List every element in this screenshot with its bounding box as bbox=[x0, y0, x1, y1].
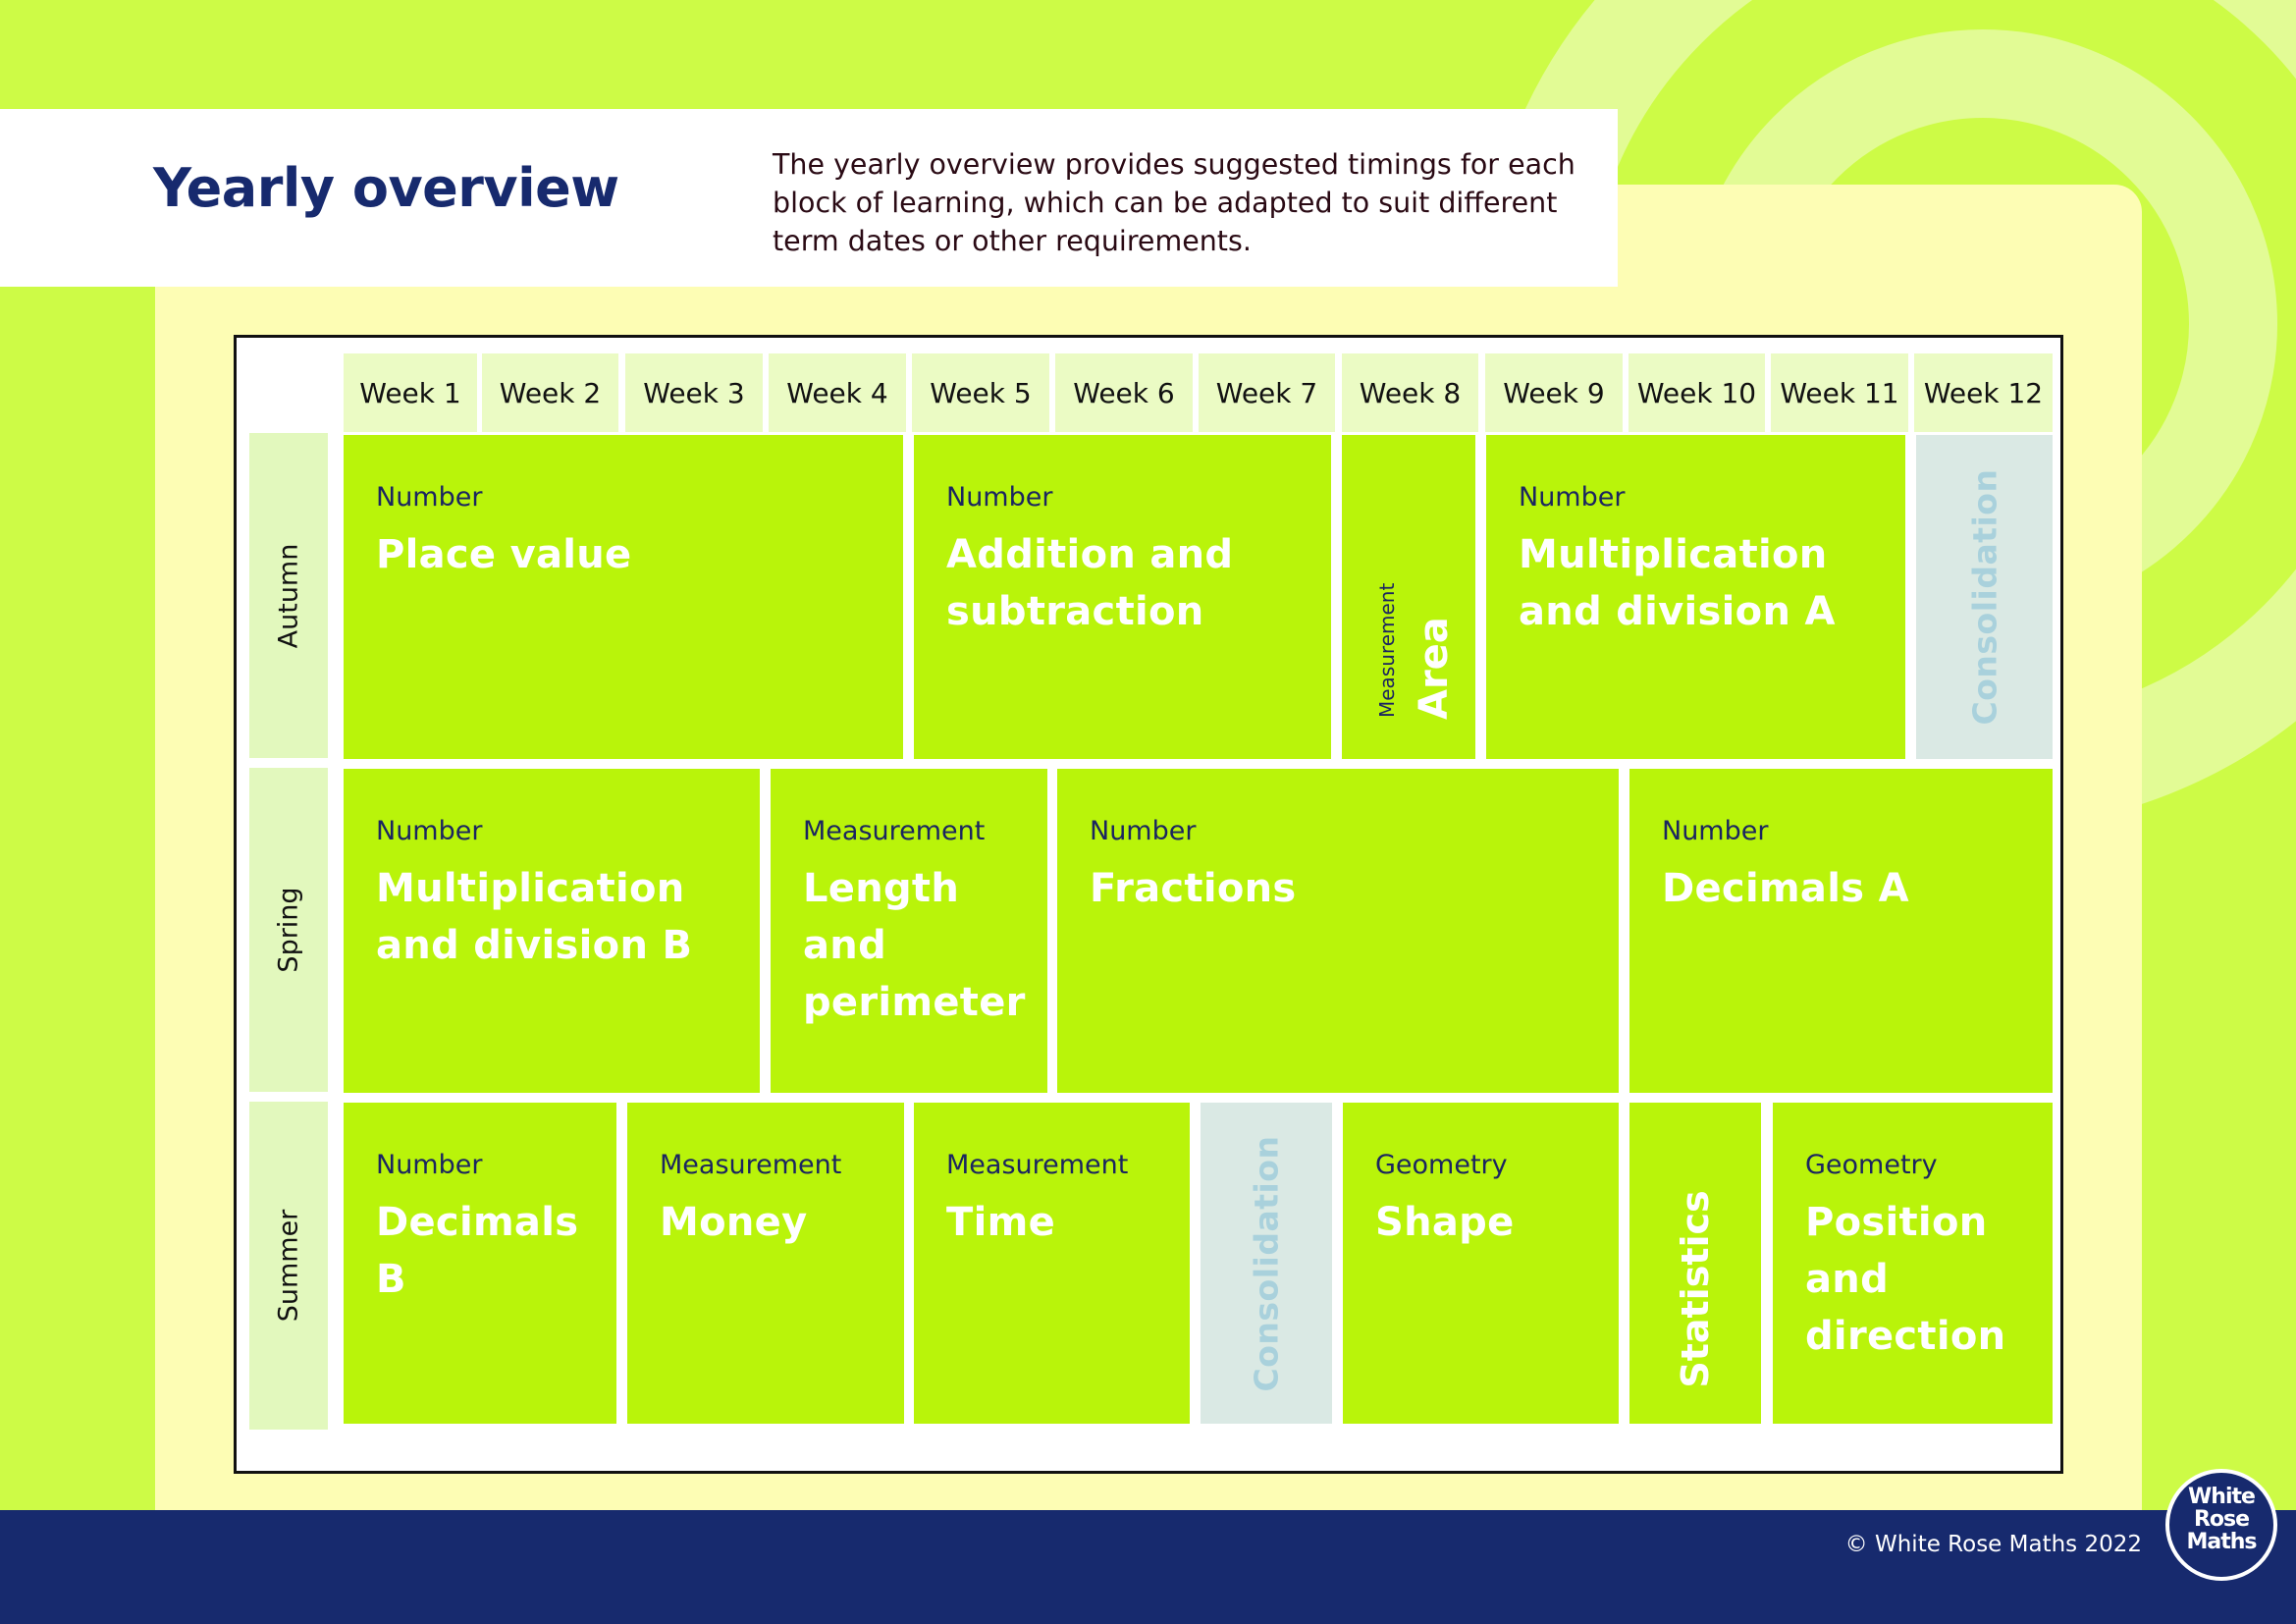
week-header: Week 5 bbox=[912, 353, 1049, 432]
block-category: Measurement bbox=[946, 1150, 1129, 1180]
week-header: Week 8 bbox=[1342, 353, 1478, 432]
block-title-line: subtraction bbox=[946, 589, 1204, 634]
block-title bbox=[946, 526, 1331, 640]
block-title-line: Position bbox=[1805, 1200, 1988, 1245]
block-title-line: perimeter bbox=[803, 980, 1026, 1025]
week-header: Week 9 bbox=[1485, 353, 1623, 432]
block-multiplication-b bbox=[344, 769, 760, 1093]
block-title: Consolidation bbox=[1965, 468, 2003, 726]
week-header: Week 11 bbox=[1771, 353, 1908, 432]
block-consolidation-autumn bbox=[1916, 435, 2053, 759]
week-header: Week 7 bbox=[1199, 353, 1335, 432]
term-label-text: Autumn bbox=[273, 543, 304, 648]
block-multiplication-a bbox=[1486, 435, 1905, 759]
block-category: Number bbox=[1519, 482, 1626, 513]
block-category: Number bbox=[1090, 816, 1197, 846]
block-title-line: and bbox=[803, 923, 887, 968]
term-label-summer bbox=[249, 1102, 328, 1430]
logo-line: Rose bbox=[2193, 1507, 2250, 1532]
block-decimals-a bbox=[1629, 769, 2053, 1093]
block-decimals-b bbox=[344, 1103, 616, 1424]
term-label-text: Summer bbox=[273, 1209, 304, 1323]
block-title bbox=[1519, 526, 1905, 640]
block-fractions bbox=[1057, 769, 1619, 1093]
logo-line: Maths bbox=[2186, 1530, 2257, 1554]
block-category: Geometry bbox=[1375, 1150, 1508, 1180]
term-label-autumn bbox=[249, 433, 328, 758]
block-title: Consolidation bbox=[1247, 1135, 1286, 1391]
intro-line: The yearly overview provides suggested timings for each bbox=[773, 148, 1575, 181]
block-position-direction bbox=[1773, 1103, 2053, 1424]
block-place-value bbox=[344, 435, 903, 759]
white-rose-maths-logo bbox=[2165, 1469, 2277, 1581]
block-title: Statistics bbox=[1674, 1190, 1717, 1388]
block-title-line: Multiplication bbox=[1519, 532, 1828, 577]
intro-line: term dates or other requirements. bbox=[773, 225, 1252, 257]
block-title: Area bbox=[1412, 617, 1457, 720]
week-header: Week 3 bbox=[625, 353, 763, 432]
block-title: Time bbox=[946, 1200, 1056, 1245]
block-title-line: and bbox=[1805, 1257, 1890, 1302]
block-addition-subtraction bbox=[914, 435, 1331, 759]
logo-text bbox=[2169, 1486, 2273, 1553]
block-title: Decimals B bbox=[376, 1200, 579, 1302]
block-statistics bbox=[1629, 1103, 1761, 1424]
week-header: Week 4 bbox=[769, 353, 906, 432]
block-title: Money bbox=[660, 1200, 808, 1245]
block-title: Place value bbox=[376, 532, 632, 577]
block-title-line: Multiplication bbox=[376, 866, 685, 911]
block-category: Number bbox=[376, 1150, 483, 1180]
block-area bbox=[1342, 435, 1475, 759]
block-title: Shape bbox=[1375, 1200, 1515, 1245]
block-category: Number bbox=[376, 482, 483, 513]
block-shape bbox=[1343, 1103, 1619, 1424]
copyright-text: © White Rose Maths 2022 bbox=[1844, 1532, 2142, 1557]
block-category: Measurement bbox=[1375, 582, 1399, 718]
block-consolidation-summer bbox=[1201, 1103, 1332, 1424]
block-title bbox=[376, 860, 760, 974]
block-category: Measurement bbox=[660, 1150, 842, 1180]
block-title bbox=[803, 860, 1047, 1031]
week-header: Week 1 bbox=[344, 353, 477, 432]
block-category: Geometry bbox=[1805, 1150, 1938, 1180]
week-header: Week 6 bbox=[1055, 353, 1193, 432]
block-money bbox=[627, 1103, 904, 1424]
intro-text bbox=[773, 145, 1577, 260]
block-category: Number bbox=[946, 482, 1053, 513]
term-label-text: Spring bbox=[273, 887, 304, 973]
block-title-line: and division B bbox=[376, 923, 693, 968]
footer-bar bbox=[0, 1507, 2296, 1624]
block-time bbox=[914, 1103, 1190, 1424]
block-title-line: direction bbox=[1805, 1314, 2006, 1359]
block-title-line: Addition and bbox=[946, 532, 1234, 577]
block-category: Measurement bbox=[803, 816, 986, 846]
week-header: Week 10 bbox=[1629, 353, 1765, 432]
block-title-line: and division A bbox=[1519, 589, 1836, 634]
logo-line: White bbox=[2188, 1485, 2255, 1509]
block-title: Decimals A bbox=[1662, 866, 1909, 911]
block-length-perimeter bbox=[771, 769, 1047, 1093]
block-title bbox=[1805, 1194, 2053, 1365]
block-title-line: Length bbox=[803, 866, 960, 911]
page-title: Yearly overview bbox=[153, 157, 619, 219]
week-header: Week 12 bbox=[1914, 353, 2053, 432]
intro-line: block of learning, which can be adapted to suit different bbox=[773, 187, 1558, 219]
block-category: Number bbox=[1662, 816, 1769, 846]
week-header: Week 2 bbox=[482, 353, 618, 432]
term-label-spring bbox=[249, 768, 328, 1092]
block-category: Number bbox=[376, 816, 483, 846]
block-title: Fractions bbox=[1090, 866, 1297, 911]
